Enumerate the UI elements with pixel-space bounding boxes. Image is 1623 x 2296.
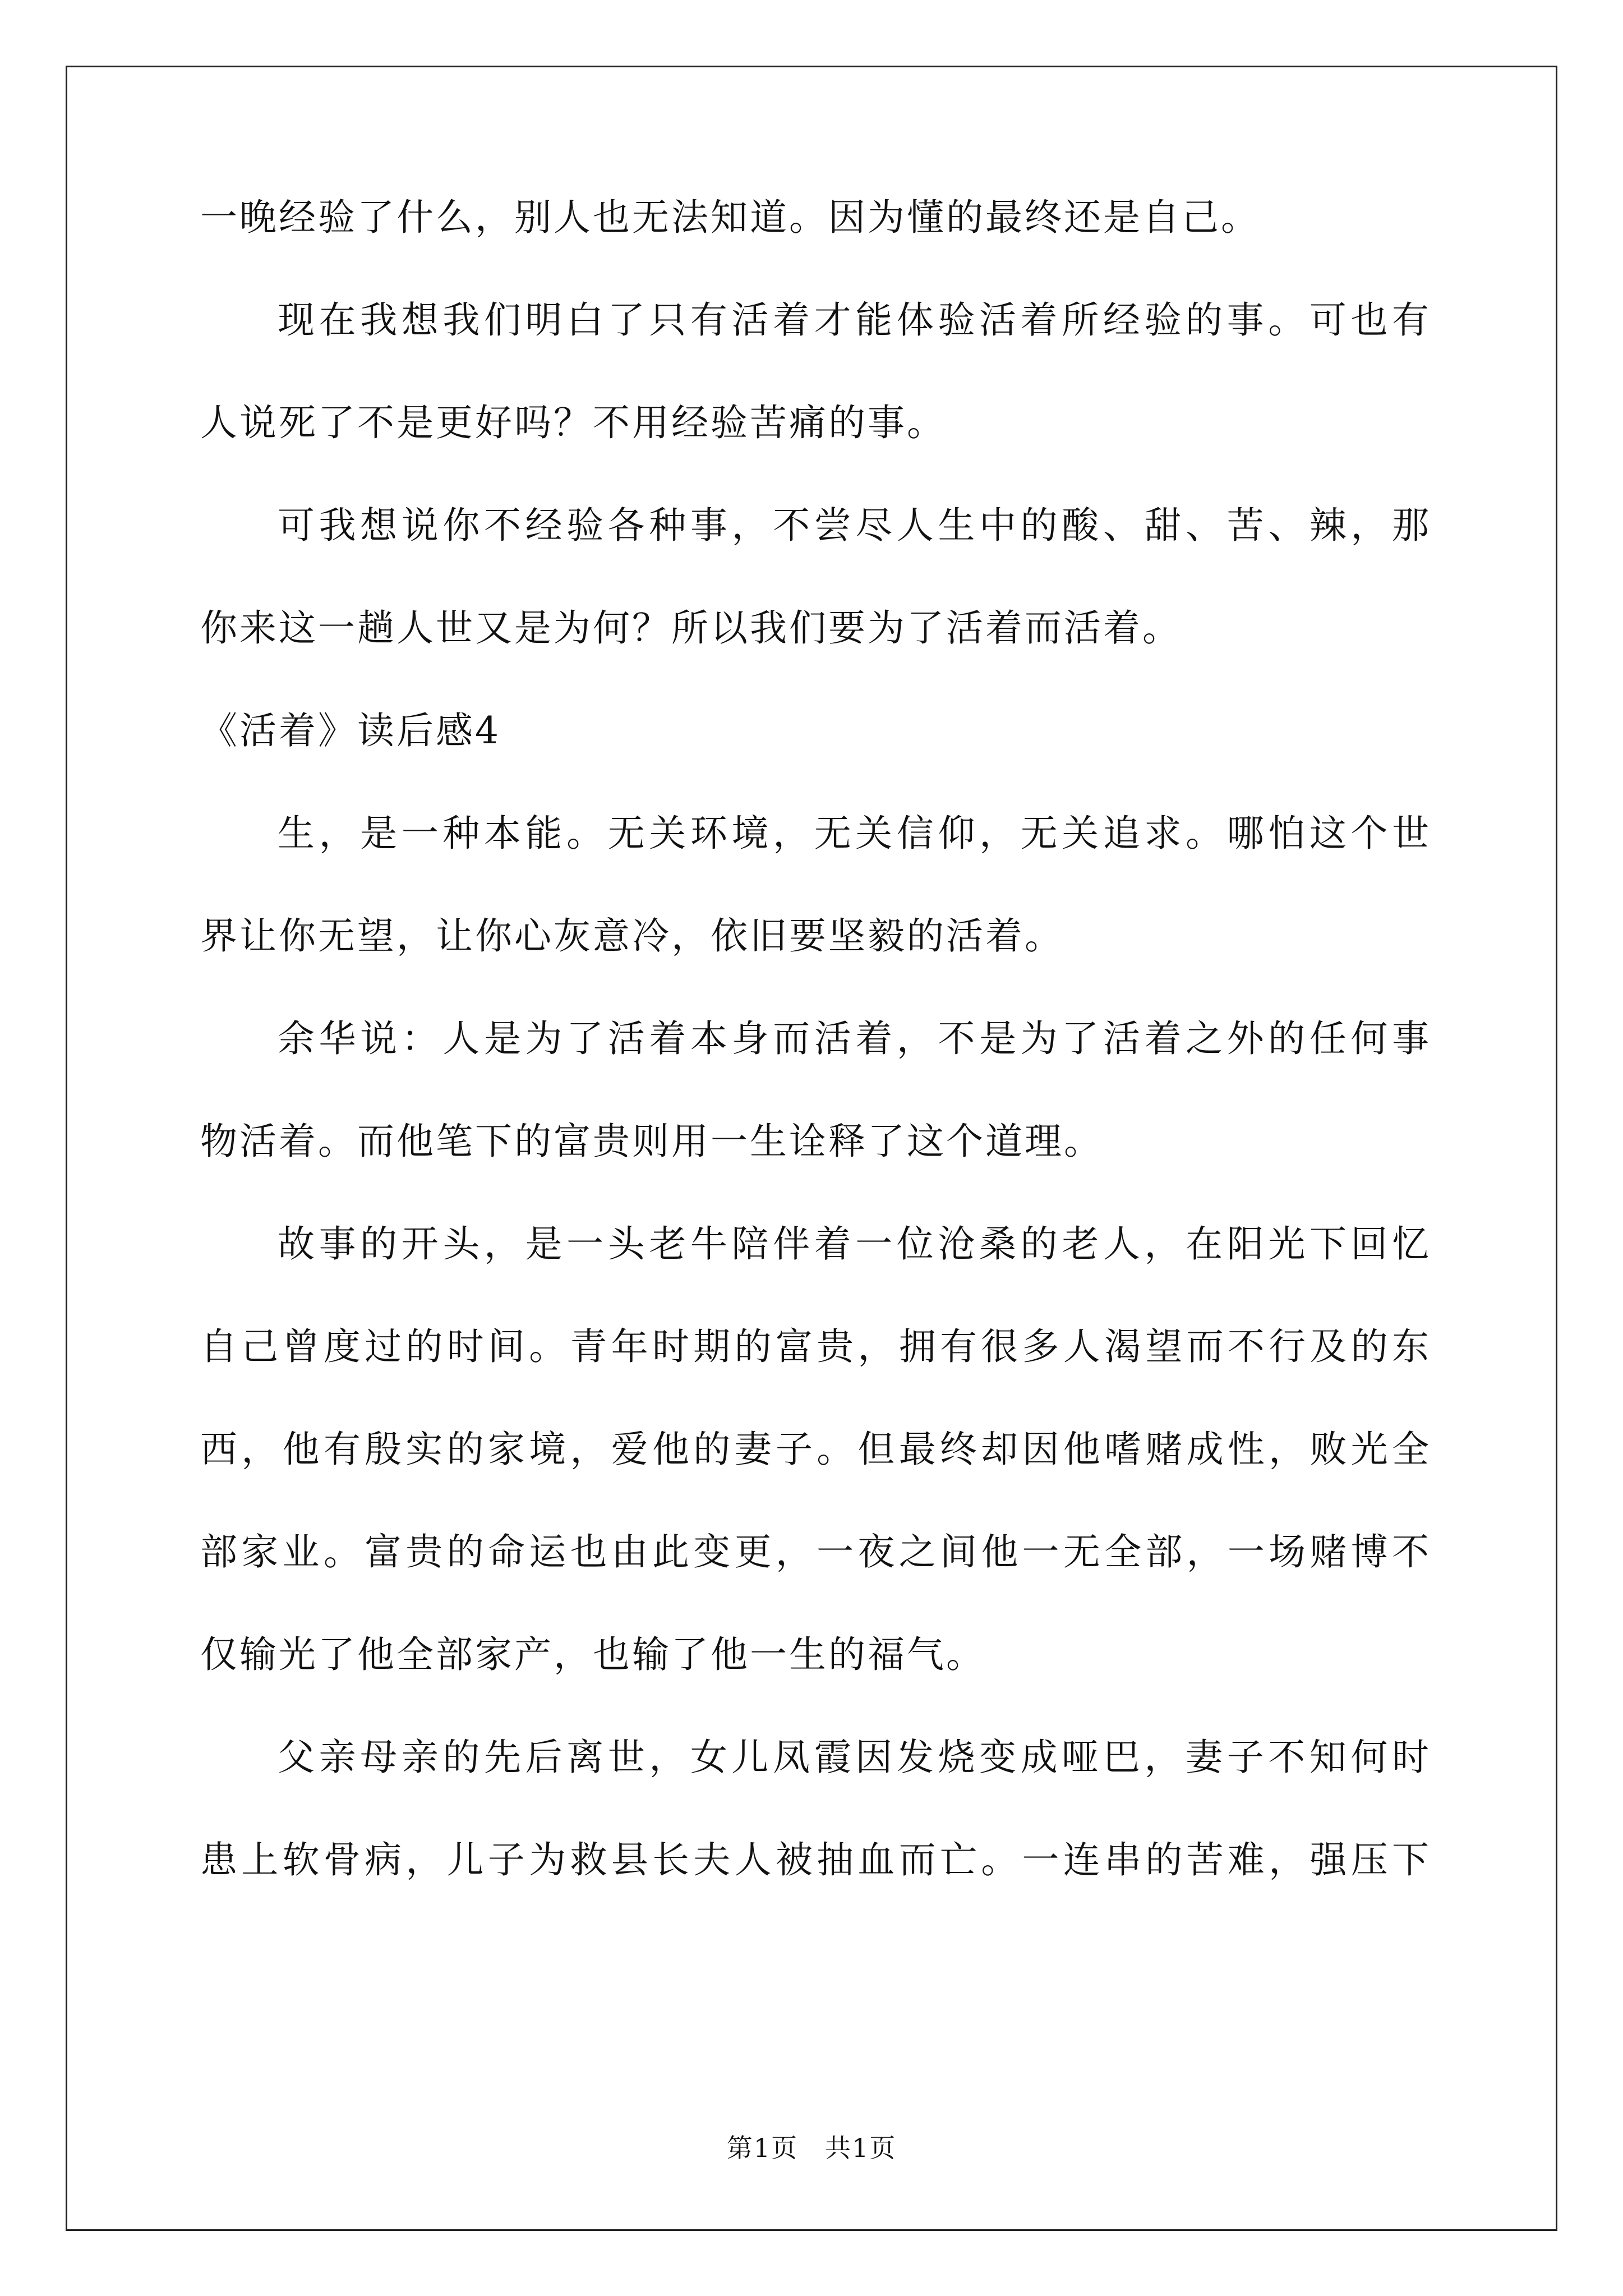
text-line: 你来这一趟人世又是为何？所以我们要为了活着而活着。 [200, 606, 1182, 650]
document-body [200, 196, 1431, 1944]
text-line: 界让你无望，让你心灰意冷，依旧要坚毅的活着。 [200, 914, 1064, 958]
text-line: 物活着。而他笔下的富贵则用一生诠释了这个道理。 [200, 1120, 1103, 1163]
text-line: 西，他有殷实的家境，爱他的妻子。但最终却因他嗜赌成性，败光全 [200, 1428, 1431, 1471]
text-line: 人说死了不是更好吗？不用经验苦痛的事。 [200, 401, 946, 444]
page-number-footer: 第1页 共1页 [726, 2133, 897, 2163]
paragraph-first-line: 故事的开头，是一头老牛陪伴着一位沧桑的老人，在阳光下回忆 [278, 1222, 1431, 1266]
text-line: 一晚经验了什么，别人也无法知道。因为懂的最终还是自己。 [200, 196, 1260, 239]
paragraph-first-line: 余华说：人是为了活着本身而活着，不是为了活着之外的任何事 [278, 1017, 1431, 1060]
paragraph-first-line: 父亲母亲的先后离世，女儿凤霞因发烧变成哑巴，妻子不知何时 [278, 1736, 1431, 1779]
paragraph-first-line: 可我想说你不经验各种事，不尝尽人生中的酸、甜、苦、辣，那 [278, 504, 1431, 547]
text-line: 仅输光了他全部家产，也输了他一生的福气。 [200, 1633, 985, 1676]
text-line: 部家业。富贵的命运也由此变更，一夜之间他一无全部，一场赌博不 [200, 1530, 1431, 1573]
section-heading: 《活着》读后感4 [200, 709, 501, 752]
paragraph-first-line: 生，是一种本能。无关环境，无关信仰，无关追求。哪怕这个世 [278, 812, 1431, 855]
paragraph-first-line: 现在我想我们明白了只有活着才能体验活着所经验的事。可也有 [278, 298, 1431, 342]
text-line: 患上软骨病，儿子为救县长夫人被抽血而亡。一连串的苦难，强压下 [200, 1838, 1431, 1881]
text-line: 自己曾度过的时间。青年时期的富贵，拥有很多人渴望而不行及的东 [200, 1325, 1431, 1368]
